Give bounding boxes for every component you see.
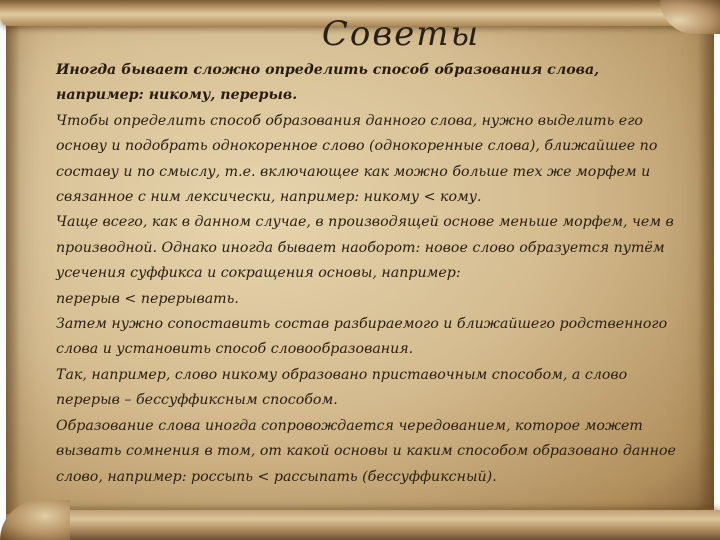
compare-paragraph: Затем нужно сопоставить состав разбираемого и ближайшего родственного слова и установить способ словообразования. <box>56 316 668 358</box>
method-paragraph: Чтобы определить способ образования данного слова, нужно выделить его основу и подобрать однокоренное слово (однокоренные слова), ближайшее по составу и по смыслу, т.е. включающее как можно больше тех же морфем и связанное с ним лексически, например: никому < кому. <box>56 112 658 206</box>
scroll-left-shadow <box>6 24 20 514</box>
intro-paragraph: Иногда бывает сложно определить способ образования слова, например: никому, перерыв. <box>56 62 600 104</box>
alternation-paragraph: Образование слова иногда сопровождается чередованием, которое может вызвать сомнения в том, от какой основы и каким способом образовано данное слово, например: россыпь < рассыпать (бессуффиксный). <box>56 417 676 485</box>
scroll-right-shadow <box>698 28 714 508</box>
example-paragraph: перерыв < перерывать. <box>56 290 239 307</box>
slide-title: Советы <box>321 14 481 54</box>
scroll-bottom-roll <box>20 510 720 540</box>
conclusion-paragraph: Так, например, слово никому образовано приставочным способом, а слово перерыв – бессуффиксным способом. <box>56 366 628 409</box>
morpheme-paragraph: Чаще всего, как в данном случае, в производящей основе меньше морфем, чем в производной. Однако иногда бывает наоборот: новое слово образуется путём усечения суффикса и сокращения основы, например: <box>56 214 674 282</box>
slide-content <box>56 14 686 490</box>
